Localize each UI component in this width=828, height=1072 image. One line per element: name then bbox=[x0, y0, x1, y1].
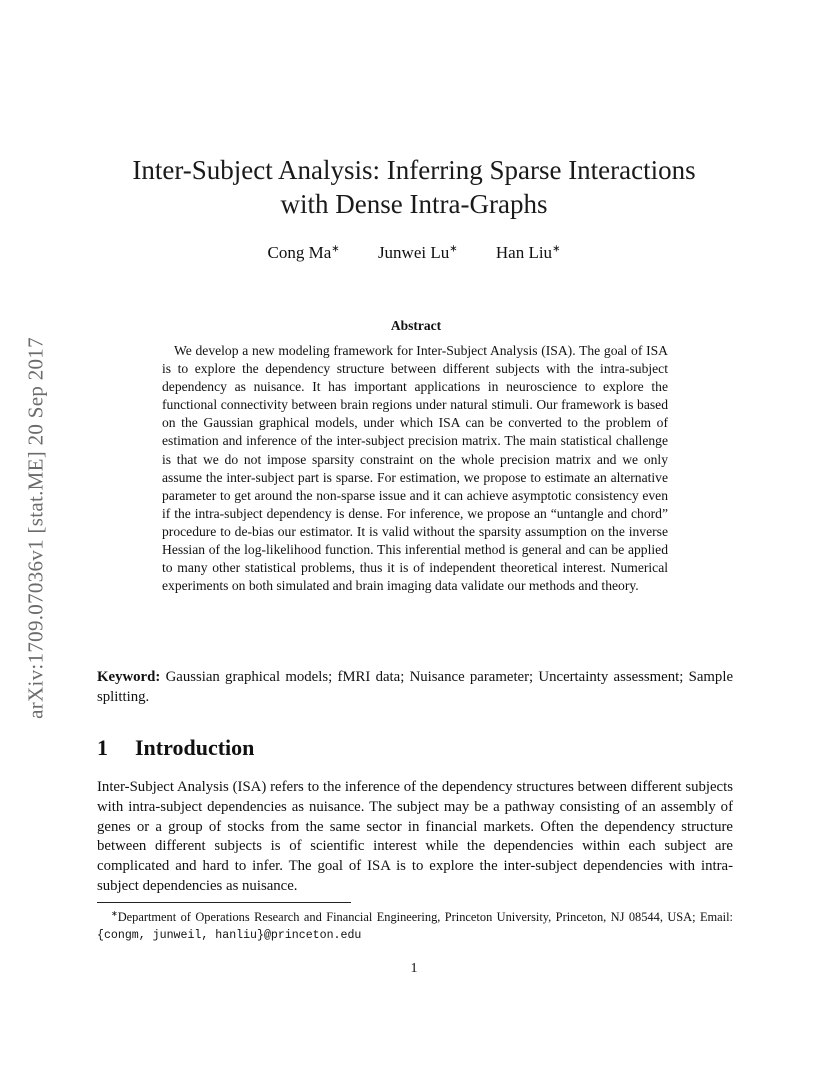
section-number: 1 bbox=[97, 735, 108, 760]
author-3 bbox=[496, 243, 561, 262]
introduction-paragraph: Inter-Subject Analysis (ISA) refers to the inference of the dependency structures between different subjects with intra-subject dependencies as nuisance. The subject may be a pathway consisting of an assembly of genes or a group of stocks from the same sector in financial markets. Often the dependency structure between different subjects is of scientific interest while the dependencies within each subject are complicated and hard to infer. The goal of ISA is to explore the inter-subject dependencies with intra-subject dependencies as nuisance. bbox=[97, 779, 733, 894]
author-affiliation-mark: ∗ bbox=[331, 243, 340, 255]
abstract-heading: Abstract bbox=[390, 318, 442, 333]
author-affiliation-mark: ∗ bbox=[552, 243, 561, 255]
author-list bbox=[110, 243, 718, 263]
author-affiliation-mark: ∗ bbox=[449, 243, 458, 255]
author-name: Han Liu bbox=[495, 243, 553, 262]
author-name: Junwei Lu bbox=[377, 243, 450, 262]
section-title: Introduction bbox=[135, 735, 255, 760]
footnote-rule bbox=[97, 902, 351, 903]
author-name: Cong Ma bbox=[267, 243, 332, 262]
title-line-1: Inter-Subject Analysis: Inferring Sparse Interactions bbox=[132, 155, 696, 185]
title-line-2: with Dense Intra-Graphs bbox=[280, 189, 548, 219]
page-number: 1 bbox=[410, 961, 418, 976]
footnote-mark: ∗ bbox=[111, 909, 118, 918]
section-heading-introduction bbox=[97, 735, 254, 761]
keywords-label: Keyword: bbox=[97, 669, 161, 685]
footnote-text: Department of Operations Research and Financial Engineering, Princeton University, Princeton, NJ 08544, USA; Email: bbox=[117, 910, 733, 925]
abstract-text: We develop a new modeling framework for Inter-Subject Analysis (ISA). The goal of ISA is to explore the dependency structure between different subjects with the intra-subject dependency as nuisance. It has important applications in neuroscience to explore the functional connectivity between brain regions under natural stimuli. Our framework is based on the Gaussian graphical models, under which ISA can be converted to the problem of estimation and inference of the inter-subject precision matrix. The main statistical challenge is that we do not impose sparsity constraint on the whole precision matrix and we only assume the inter-subject part is sparse. For estimation, we propose to estimate an alternative parameter to get around the non-sparse issue and it can achieve asymptotic consistency even if the intra-subject dependency is dense. For inference, we propose an “untangle and chord” procedure to de-bias our estimator. It is valid without the sparsity assumption on the inverse Hessian of the log-likelihood function. This inferential method is general and can be applied to many other statistical problems, thus it is of independent theoretical interest. Numerical experiments on both simulated and brain imaging data validate our methods and theory. bbox=[162, 343, 668, 594]
keywords-text: Gaussian graphical models; fMRI data; Nuisance parameter; Uncertainty assessment; Sample splitting. bbox=[97, 669, 734, 705]
affiliation-footnote bbox=[97, 905, 733, 944]
footnote-emails: {congm, junweil, hanliu}@princeton.edu bbox=[97, 929, 362, 943]
author-2 bbox=[378, 243, 458, 262]
keywords-paragraph bbox=[97, 668, 733, 707]
arxiv-identifier-stamp: arXiv:1709.07036v1 [stat.ME] 20 Sep 2017 bbox=[23, 337, 48, 719]
author-1 bbox=[268, 243, 340, 262]
paper-title bbox=[110, 153, 718, 221]
